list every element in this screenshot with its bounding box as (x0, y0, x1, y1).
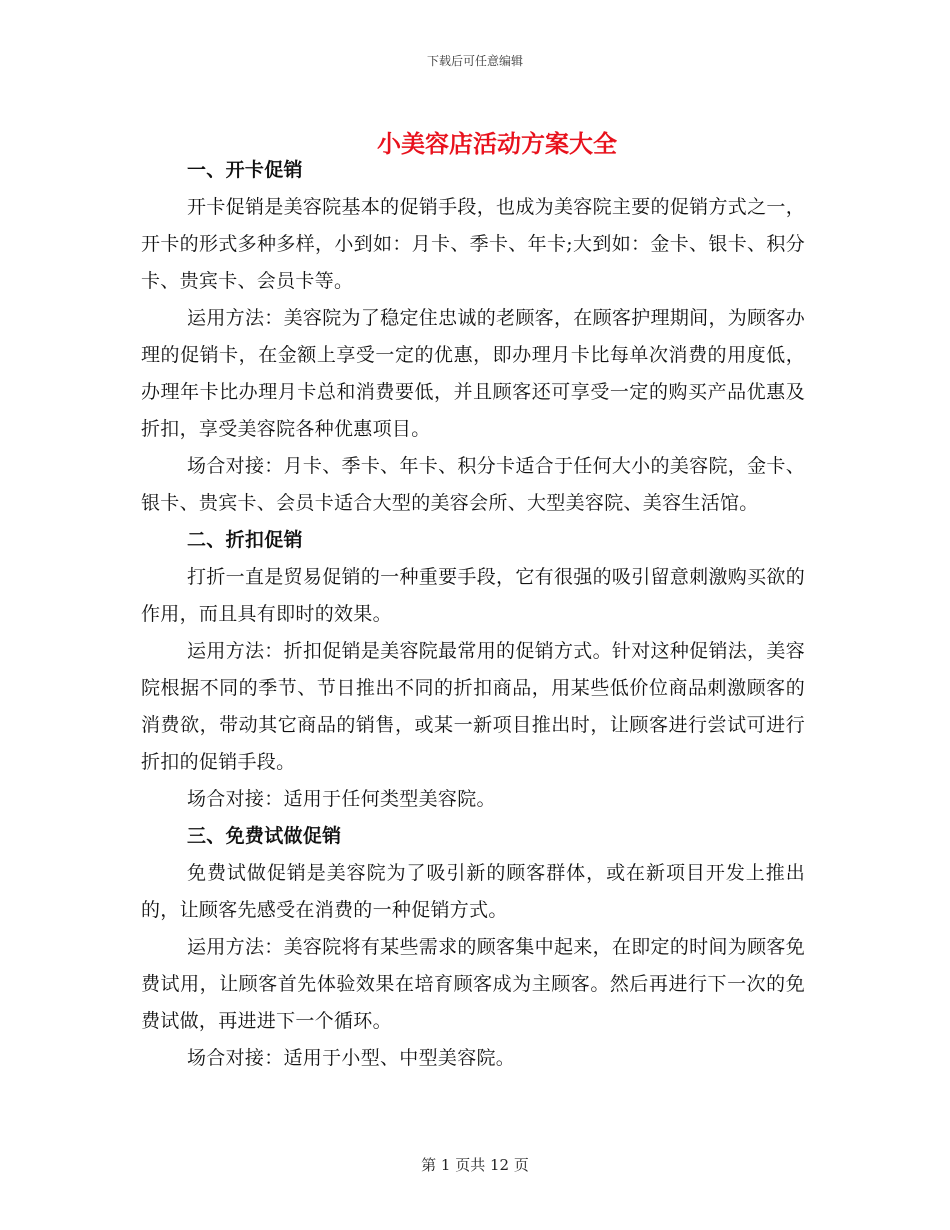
paragraph: 打折一直是贸易促销的一种重要手段，它有很强的吸引留意刺激购买欲的作用，而且具有即时的效果。 (141, 566, 805, 625)
header-note: 下载后可任意编辑 (426, 54, 523, 68)
paragraph: 运用方法：折扣促销是美容院最常用的促销方式。针对这种促销法，美容院根据不同的季节、节日推出不同的折扣商品，用某些低价位商品刺激顾客的消费欲，带动其它商品的销售，或某一新项目推出时，让顾客进行尝试可进行折扣的促销手段。 (141, 640, 805, 773)
document-body (141, 152, 805, 1077)
section-heading: 三、免费试做促销 (187, 825, 342, 847)
paragraph: 开卡促销是美容院基本的促销手段，也成为美容院主要的促销方式之一，开卡的形式多种多样，小到如：月卡、季卡、年卡;大到如：金卡、银卡、积分卡、贵宾卡、会员卡等。 (141, 196, 805, 292)
section-free-trial-promotion (141, 818, 805, 1077)
document-title: 小美容店活动方案大全 (377, 129, 617, 159)
paragraph: 运用方法：美容院将有某些需求的顾客集中起来，在即定的时间为顾客免费试用，让顾客首先体验效果在培育顾客成为主顾客。然后再进行下一次的免费试做，再进进下一个循环。 (141, 936, 805, 1032)
paragraph: 场合对接：月卡、季卡、年卡、积分卡适合于任何大小的美容院，金卡、银卡、贵宾卡、会员卡适合大型的美容会所、大型美容院、美容生活馆。 (141, 455, 805, 514)
section-card-promotion (141, 152, 805, 522)
section-discount-promotion (141, 522, 805, 818)
page-number-footer: 第 1 页共 12 页 (421, 1156, 529, 1174)
paragraph: 运用方法：美容院为了稳定住忠诚的老顾客，在顾客护理期间，为顾客办理的促销卡，在金额上享受一定的优惠，即办理月卡比每单次消费的用度低，办理年卡比办理月卡总和消费要低，并且顾客还可享受一定的购买产品优惠及折扣，享受美容院各种优惠项目。 (141, 307, 805, 440)
section-heading: 二、折扣促销 (187, 529, 303, 551)
section-heading: 一、开卡促销 (187, 159, 303, 181)
paragraph: 场合对接：适用于任何类型美容院。 (187, 788, 496, 810)
paragraph: 场合对接：适用于小型、中型美容院。 (187, 1047, 516, 1069)
paragraph: 免费试做促销是美容院为了吸引新的顾客群体，或在新项目开发上推出的，让顾客先感受在消费的一种促销方式。 (141, 862, 805, 921)
